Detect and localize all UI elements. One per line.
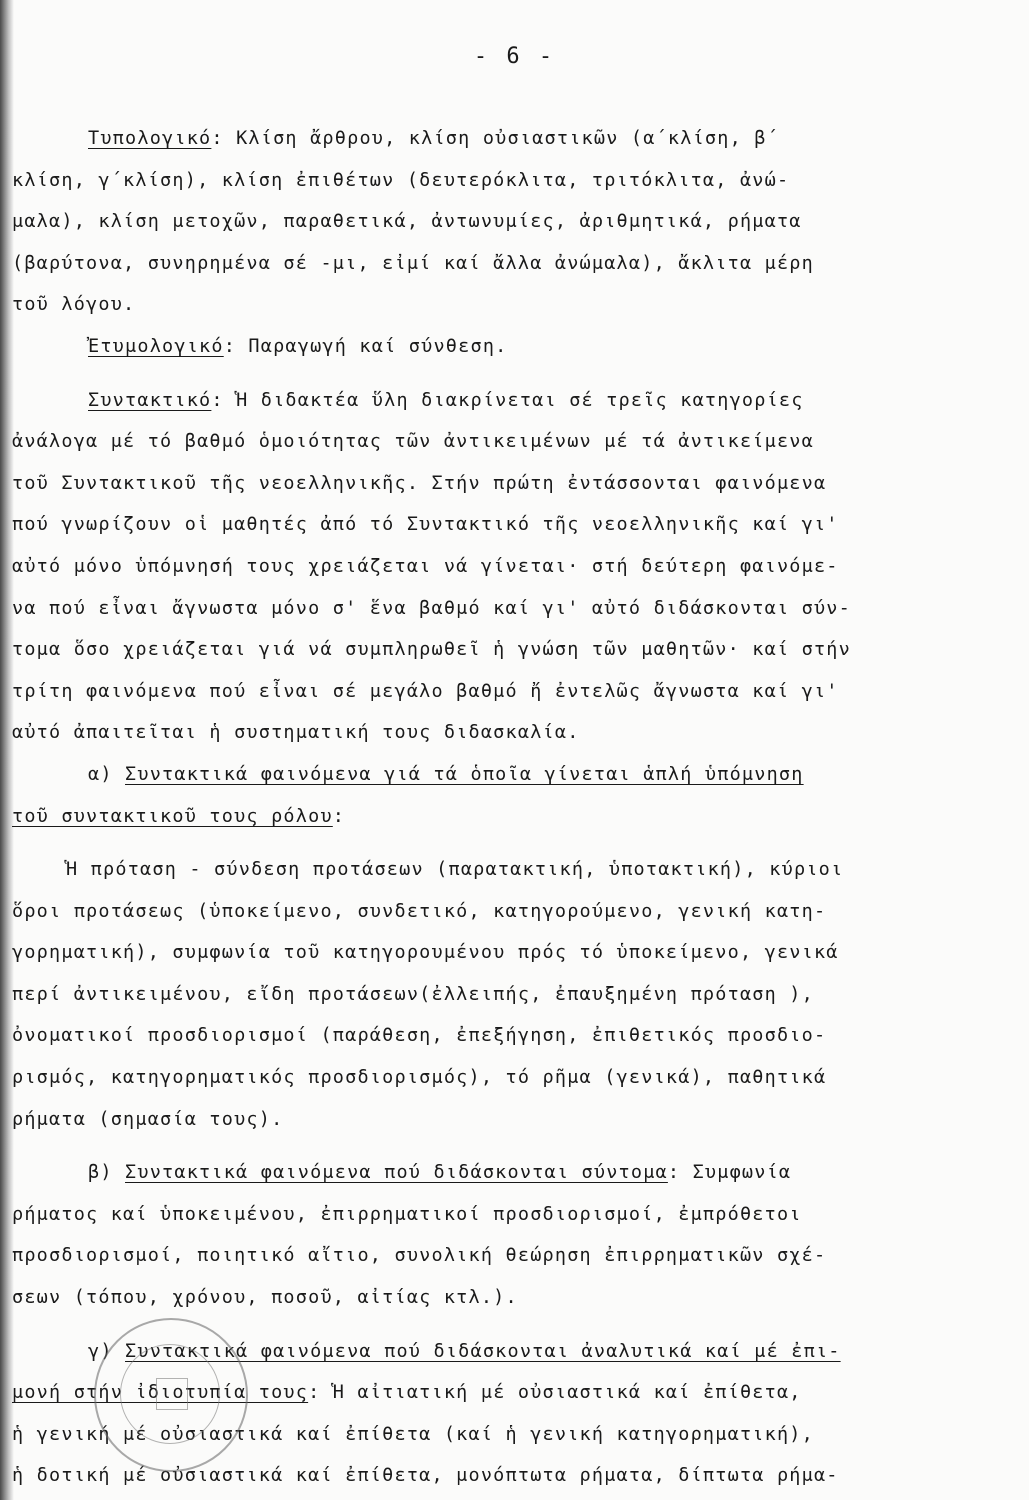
text-span: τοῦ λόγου. [12, 294, 136, 316]
text-line [12, 712, 984, 754]
text-span: αὐτό ἀπαιτεῖται ἡ συστηματική τους διδασκαλία. [12, 722, 580, 744]
text-line [12, 1015, 984, 1057]
text-span: μαλα), κλίση μετοχῶν, παραθετικά, ἀντωνυμίες, ἀριθμητικά, ρήματα [12, 211, 802, 233]
underlined-heading: Συντακτικά φαινόμενα γιά τά ὁποῖα γίνεται ἁπλή ὑπόμνηση [125, 763, 804, 785]
text-line [12, 1057, 984, 1099]
text-span: γορηματική), συμφωνία τοῦ κατηγορουμένου πρός τό ὑποκείμενο, γενικά [12, 942, 839, 964]
text-line [12, 1099, 984, 1141]
text-line [12, 671, 984, 713]
text-span: ἀνάλογα μέ τό βαθμό ὁμοιότητας τῶν ἀντικειμένων μέ τά ἀντικείμενα [12, 431, 814, 453]
text-span: τοῦ Συντακτικοῦ τῆς νεοελληνικῆς. Στήν πρώτη ἐντάσσονται φαινόμενα [12, 472, 827, 494]
text-line [12, 849, 984, 891]
text-line [12, 588, 984, 630]
stamp-seal-icon [94, 1318, 248, 1472]
text-span: ὅροι προτάσεως (ὑποκείμενο, συνδετικό, κατηγορούμενο, γενική κατη- [12, 900, 827, 922]
text-span: περί ἀντικειμένου, εἴδη προτάσεων(ἐλλειπής, ἐπαυξημένη πρόταση ), [12, 983, 814, 1005]
text-span: σεων (τόπου, χρόνου, ποσοῦ, αἰτίας κτλ.). [12, 1287, 518, 1309]
text-span: ρήματος καί ὑποκειμένου, ἐπιρρηματικοί προσδιορισμοί, ἐμπρόθετοι [12, 1203, 802, 1225]
text-span: : Συμφωνία [667, 1162, 792, 1184]
text-line [12, 118, 984, 160]
text-span: : Ἡ αἰτιατική μέ οὐσιαστικά καί ἐπίθετα, [308, 1382, 802, 1404]
text-span: β) [88, 1162, 126, 1184]
text-line [12, 546, 984, 588]
text-line [12, 1194, 984, 1236]
text-span: ἡ δοτική μέ οὐσιαστικά καί ἐπίθετα, μονόπτωτα ρήματα, δίπτωτα ρήμα- [12, 1465, 839, 1487]
text-line [12, 284, 984, 326]
text-span: να πού εἶναι ἄγνωστα μόνο σ' ἕνα βαθμό καί γι' αὐτό διδάσκονται σύν- [12, 597, 851, 619]
text-line [12, 796, 984, 838]
paragraph-gap [12, 368, 984, 380]
text-line [12, 243, 984, 285]
underlined-heading: Συντακτικά φαινόμενα πού διδάσκονται σύντομα [125, 1162, 668, 1184]
text-line [12, 974, 984, 1016]
page-number: - 6 - [473, 44, 556, 69]
text-line [12, 326, 984, 368]
underlined-heading: μονή στήν ἰδιοτυπία τους [12, 1382, 309, 1404]
text-line [12, 891, 984, 933]
text-span: γ) [88, 1340, 126, 1362]
text-line [12, 201, 984, 243]
text-span: : Ἡ διδακτέα ὕλη διακρίνεται σέ τρεῖς κατηγορίες [211, 389, 804, 411]
text-line [12, 504, 984, 546]
text-span: τομα ὅσο χρειάζεται γιά νά συμπληρωθεῖ ἡ γνώση τῶν μαθητῶν· καί στήν [12, 639, 851, 661]
text-span: α) [88, 763, 126, 785]
text-span: (βαρύτονα, συνηρημένα σέ -μι, εἰμί καί ἄλλα ἀνώμαλα), ἄκλιτα μέρη [12, 252, 814, 274]
text-span: τρίτη φαινόμενα πού εἶναι σέ μεγάλο βαθμό ἤ ἐντελῶς ἄγνωστα καί γι' [12, 680, 839, 702]
text-span: : [332, 805, 346, 827]
text-line [12, 754, 984, 796]
text-line [12, 421, 984, 463]
text-line [12, 160, 984, 202]
text-span: ἡ γενική μέ οὐσιαστικά καί ἐπίθετα (καί ἡ γενική κατηγορηματική), [12, 1423, 814, 1445]
underlined-heading: Συντακτικά φαινόμενα πού διδάσκονται ἀναλυτικά καί μέ ἐπι- [125, 1340, 841, 1362]
text-line [12, 932, 984, 974]
text-line [12, 380, 984, 422]
text-line [12, 629, 984, 671]
text-line [12, 1277, 984, 1319]
paragraph-gap [12, 1140, 984, 1152]
text-span: αὐτό μόνο ὑπόμνησή τους χρειάζεται νά γίνεται· στή δεύτερη φαινόμε- [12, 555, 839, 577]
body-text [12, 118, 984, 1497]
underlined-heading: Ἐτυμολογικό [88, 335, 224, 357]
text-span: πού γνωρίζουν οἱ μαθητές ἀπό τό Συντακτικό τῆς νεοελληνικῆς καί γι' [12, 514, 839, 536]
text-span: προσδιορισμοί, ποιητικό αἴτιο, συνολική θεώρηση ἐπιρρηματικῶν σχέ- [12, 1245, 827, 1267]
text-span: κλίση, γ΄κλίση), κλίση ἐπιθέτων (δευτερόκλιτα, τριτόκλιτα, ἀνώ- [12, 169, 790, 191]
text-span: : Παραγωγή καί σύνθεση. [223, 335, 508, 357]
underlined-heading: Τυπολογικό [88, 128, 212, 149]
underlined-heading: τοῦ συντακτικοῦ τους ρόλου [12, 805, 333, 827]
text-line [12, 1152, 984, 1194]
text-line [12, 1235, 984, 1277]
paragraph-gap [12, 837, 984, 849]
text-span: ρισμός, κατηγορηματικός προσδιορισμός), τό ρῆμα (γενικά), παθητικά [12, 1067, 827, 1089]
text-span: : Κλίση ἄρθρου, κλίση οὐσιαστικῶν (α΄κλίση, β΄ [211, 128, 779, 149]
text-span: ρήματα (σημασία τους). [12, 1108, 284, 1130]
text-line [12, 463, 984, 505]
underlined-heading: Συντακτικό [88, 389, 212, 411]
text-span: Ἡ πρόταση - σύνδεση προτάσεων (παρατακτική, ὑποτακτική), κύριοι [66, 859, 844, 881]
stamp-cross-icon [156, 1378, 188, 1410]
text-span: ὀνοματικοί προσδιορισμοί (παράθεση, ἐπεξήγηση, ἐπιθετικός προσδιο- [12, 1025, 827, 1047]
